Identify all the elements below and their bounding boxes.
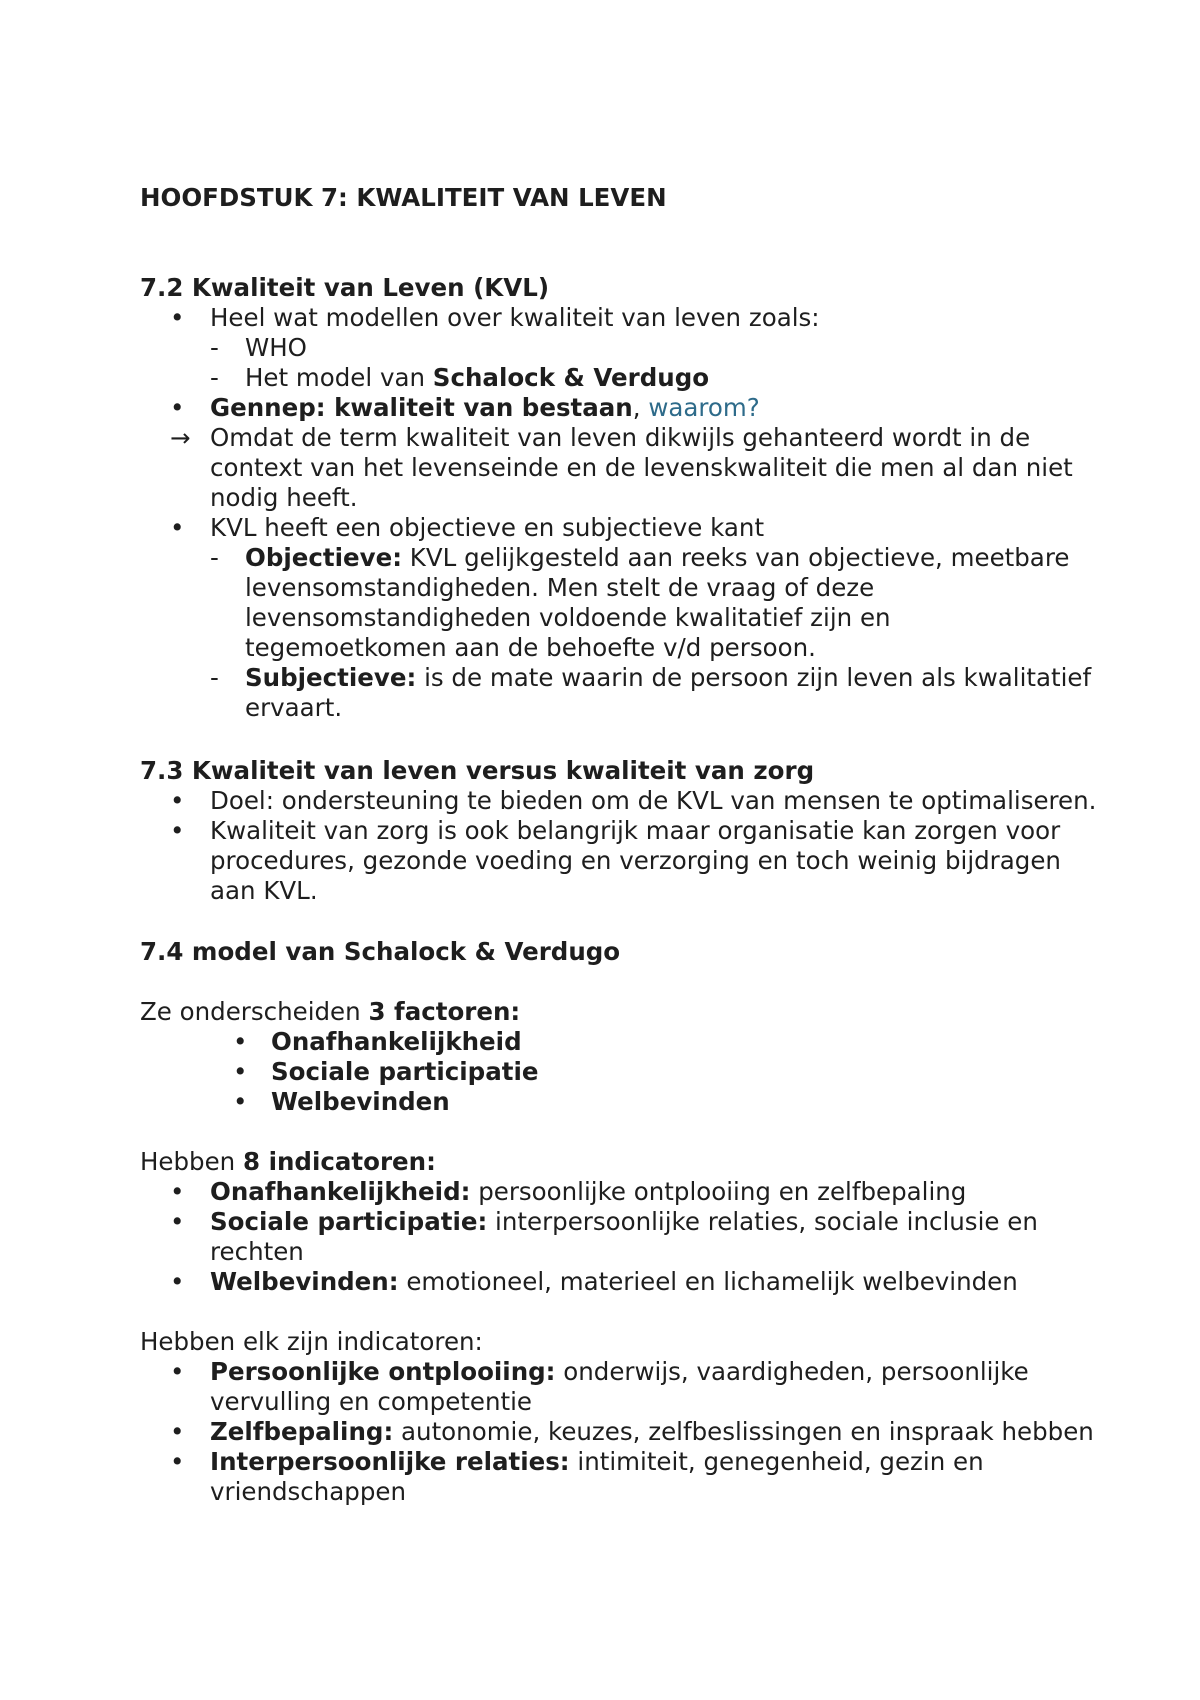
item-text: Doel: ondersteuning te bieden om de KVL van mensen te optimaliseren. (210, 786, 1097, 815)
list-item (140, 1267, 1100, 1297)
item-text: aan KVL. (210, 876, 318, 905)
item-bold-text: Schalock & Verdugo (432, 363, 710, 392)
dash-icon: - (210, 663, 219, 692)
list-item (140, 513, 1100, 543)
section-7-4 (140, 937, 1100, 1507)
item-text: nodig heeft. (210, 483, 358, 512)
item-text: persoonlijke ontplooiing en zelfbepaling (470, 1177, 967, 1206)
list-item (140, 1177, 1100, 1207)
item-text: , (632, 393, 649, 422)
item-bold-text: Gennep: kwaliteit van bestaan (210, 393, 633, 422)
item-text: intimiteit, genegenheid, gezin en (569, 1447, 984, 1476)
bullet-icon: • (233, 1087, 248, 1116)
factor-text: Onafhankelijkheid (271, 1027, 522, 1056)
item-text: ervaart. (245, 693, 343, 722)
indicators-intro (140, 1147, 1100, 1177)
section-heading: 7.3 Kwaliteit van leven versus kwaliteit van zorg (140, 756, 815, 785)
item-text: Hebben (140, 1147, 243, 1176)
factor-item (140, 1057, 1100, 1087)
item-text: Het model van (245, 363, 433, 392)
bullet-icon: • (170, 816, 185, 845)
item-text: levensomstandigheden voldoende kwalitatief zijn en (245, 603, 891, 632)
bullet-icon: • (233, 1057, 248, 1086)
bullet-icon: • (170, 1447, 185, 1476)
item-bold-text: Zelfbepaling: (210, 1417, 394, 1446)
page-title: HOOFDSTUK 7: KWALITEIT VAN LEVEN (140, 183, 667, 212)
item-text: rechten (210, 1237, 304, 1266)
item-bold-text: Persoonlijke ontplooiing: (210, 1357, 556, 1386)
dash-icon: - (210, 543, 219, 572)
bullet-icon: • (170, 303, 185, 332)
item-bold-text: Welbevinden: (210, 1267, 399, 1296)
bullet-icon: • (170, 1207, 185, 1236)
bullet-icon: • (170, 393, 185, 422)
list-item (140, 303, 1100, 333)
dash-icon: - (210, 363, 219, 392)
factor-item (140, 1087, 1100, 1117)
item-bold-text: 3 factoren: (368, 997, 521, 1026)
section-heading: 7.4 model van Schalock & Verdugo (140, 937, 621, 966)
item-bold-text: Interpersoonlijke relaties: (210, 1447, 570, 1476)
sub-list-item (140, 363, 1100, 393)
list-item (140, 1207, 1100, 1267)
item-text: Omdat de term kwaliteit van leven dikwijls gehanteerd wordt in de (210, 423, 1031, 452)
item-text: KVL heeft een objectieve en subjectieve kant (210, 513, 765, 542)
item-text: onderwijs, vaardigheden, persoonlijke (555, 1357, 1029, 1386)
arrow-item (140, 423, 1100, 513)
bullet-icon: • (170, 1177, 185, 1206)
list-item (140, 1357, 1100, 1417)
item-bold-text: Objectieve: (245, 543, 403, 572)
bullet-icon: • (170, 513, 185, 542)
sub-list-item (140, 543, 1100, 663)
item-text: vervulling en competentie (210, 1387, 532, 1416)
section-heading: 7.2 Kwaliteit van Leven (KVL) (140, 273, 550, 302)
item-text: autonomie, keuzes, zelfbeslissingen en inspraak hebben (393, 1417, 1094, 1446)
item-text: Kwaliteit van zorg is ook belangrijk maar organisatie kan zorgen voor (210, 816, 1061, 845)
list-item (140, 393, 1100, 423)
item-text: interpersoonlijke relaties, sociale inclusie en (487, 1207, 1038, 1236)
sub-list-item (140, 663, 1100, 723)
item-text: context van het levenseinde en de levenskwaliteit die men al dan niet (210, 453, 1073, 482)
item-text: is de mate waarin de persoon zijn leven als kwalitatief (416, 663, 1092, 692)
item-text: Heel wat modellen over kwaliteit van leven zoals: (210, 303, 820, 332)
item-text: Ze onderscheiden (140, 997, 369, 1026)
item-text: vriendschappen (210, 1477, 407, 1506)
item-bold-text: 8 indicatoren: (243, 1147, 436, 1176)
arrow-right-icon: → (170, 423, 191, 452)
item-bold-text: Sociale participatie: (210, 1207, 488, 1236)
list-item (140, 1417, 1100, 1447)
waarom-link[interactable]: waarom? (648, 393, 760, 422)
list-item (140, 816, 1100, 906)
item-bold-text: Onafhankelijkheid: (210, 1177, 471, 1206)
factor-item (140, 1027, 1100, 1057)
each-intro: Hebben elk zijn indicatoren: (140, 1327, 483, 1356)
bullet-icon: • (170, 786, 185, 815)
item-bold-text: Subjectieve: (245, 663, 417, 692)
factor-text: Sociale participatie (271, 1057, 539, 1086)
item-text: KVL gelijkgesteld aan reeks van objectieve, meetbare (402, 543, 1070, 572)
item-text: procedures, gezonde voeding en verzorging en toch weinig bijdragen (210, 846, 1061, 875)
bullet-icon: • (233, 1027, 248, 1056)
bullet-icon: • (170, 1357, 185, 1386)
sub-list-item (140, 333, 1100, 363)
item-text: levensomstandigheden. Men stelt de vraag of deze (245, 573, 875, 602)
item-text: tegemoetkomen aan de behoefte v/d persoon. (245, 633, 816, 662)
bullet-icon: • (170, 1267, 185, 1296)
bullet-icon: • (170, 1417, 185, 1446)
factor-text: Welbevinden (271, 1087, 450, 1116)
factors-intro (140, 997, 1100, 1027)
item-text: WHO (245, 333, 307, 362)
dash-icon: - (210, 333, 219, 362)
item-text: emotioneel, materieel en lichamelijk welbevinden (398, 1267, 1018, 1296)
list-item (140, 1447, 1100, 1507)
list-item (140, 786, 1100, 816)
section-7-3 (140, 756, 1100, 906)
section-7-2 (140, 273, 1100, 723)
